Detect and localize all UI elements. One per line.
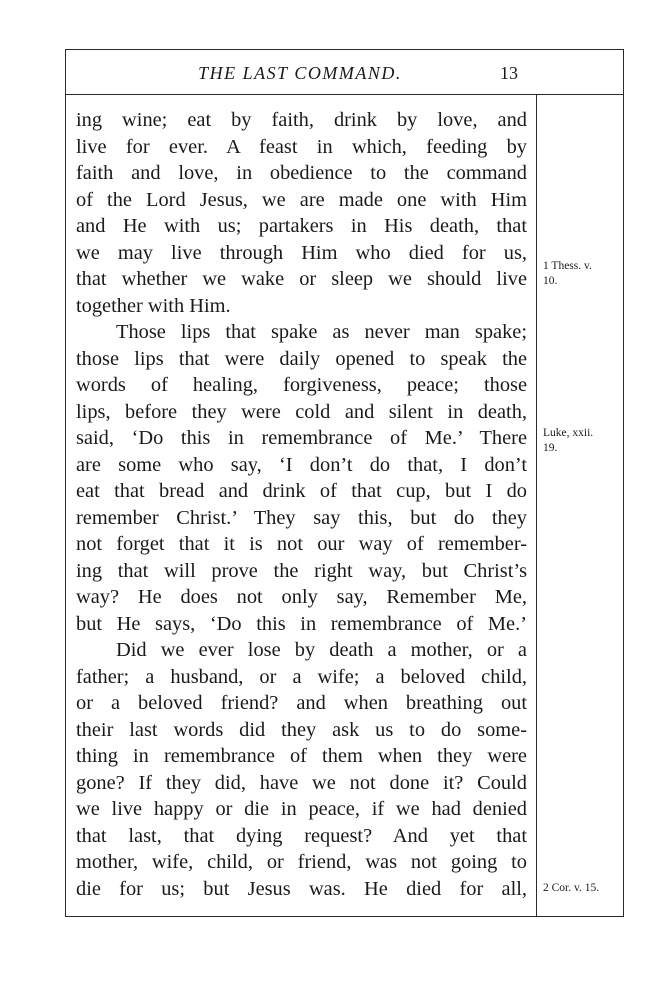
text-line: and He with us; partakers in His death, that — [76, 215, 527, 237]
text-line: or a beloved friend? and when breathing out — [76, 692, 527, 714]
text-line: their last words did they ask us to do some- — [76, 718, 527, 741]
text-line: ing that will prove the right way, but Christ’s — [76, 559, 527, 582]
text-line: of the Lord Jesus, we are made one with Him — [76, 188, 527, 211]
text-line: father; a husband, or a wife; a beloved child, — [76, 665, 527, 688]
text-line: that last, that dying request? And yet that — [76, 824, 527, 847]
sidenote-line: 19. — [543, 442, 558, 454]
sidenote-line: 10. — [543, 275, 558, 287]
text-line: we live happy or die in peace, if we had denied — [76, 798, 527, 820]
text-line: gone? If they did, have we not done it? Could — [76, 771, 527, 794]
text-line: ing wine; eat by faith, drink by love, and — [76, 109, 527, 131]
page-number: 13 — [500, 63, 518, 83]
text-line: said, ‘Do this in remembrance of Me.’ There — [76, 427, 527, 449]
text-line: eat that bread and drink of that cup, but I do — [76, 480, 527, 502]
sidenote-line: Luke, xxii. — [543, 427, 594, 439]
text-line: remember Christ.’ They say this, but do they — [76, 506, 527, 529]
paragraph-start: Those lips that spake as never man spake; — [116, 321, 527, 343]
text-line: are some who say, ‘I don’t do that, I don’t — [76, 453, 527, 476]
running-head: THE LAST COMMAND. — [198, 63, 402, 83]
paragraph-start: Did we ever lose by death a mother, or a — [116, 639, 527, 661]
text-line: lips, before they were cold and silent in death, — [76, 400, 527, 423]
text-line: not forget that it is not our way of remember- — [76, 533, 527, 555]
text-line: faith and love, in obedience to the command — [76, 162, 527, 184]
sidenote-corinthians — [543, 881, 623, 896]
text-line: words of healing, forgiveness, peace; those — [76, 374, 527, 396]
header-rule — [65, 94, 624, 95]
text-line: way? He does not only say, Remember Me, — [76, 586, 527, 608]
margin-rule — [536, 94, 537, 917]
text-line: that whether we wake or sleep we should live — [76, 268, 527, 290]
text-line: we may live through Him who died for us, — [76, 241, 527, 264]
sidenote-line: 2 Cor. v. 15. — [543, 882, 600, 894]
body-text — [76, 107, 527, 902]
text-line: together with Him. — [76, 294, 231, 317]
text-line: mother, wife, child, or friend, was not going to — [76, 851, 527, 873]
text-line: live for ever. A feast in which, feeding by — [76, 135, 527, 158]
text-line: those lips that were daily opened to speak the — [76, 347, 527, 370]
text-line: die for us; but Jesus was. He died for all, — [76, 877, 527, 900]
sidenote-luke — [543, 426, 623, 456]
text-line: but He says, ‘Do this in remembrance of Me.’ — [76, 612, 527, 635]
sidenote-line: 1 Thess. v. — [543, 260, 592, 272]
sidenote-thessalonians — [543, 259, 623, 289]
text-line: thing in remembrance of them when they were — [76, 745, 527, 767]
